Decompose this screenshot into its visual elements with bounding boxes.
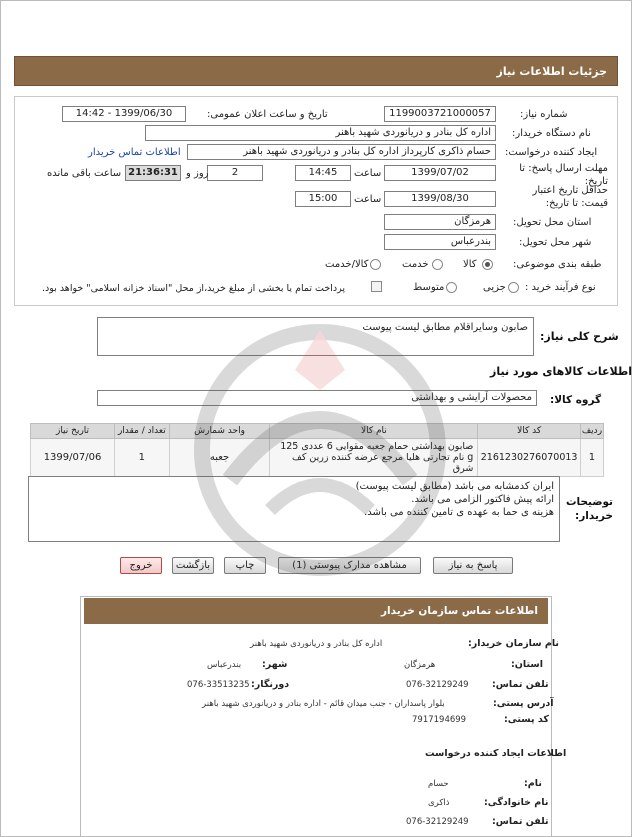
category-label: طبقه بندی موضوعی:	[513, 259, 602, 270]
validity-time-label: ساعت	[354, 194, 382, 205]
process-medium-label: متوسط	[413, 282, 445, 293]
creator-family-label: نام خانوادگی:	[484, 797, 549, 808]
buyer-contact-link[interactable]: اطلاعات تماس خریدار	[88, 147, 181, 158]
treasury-checkbox[interactable]	[371, 281, 382, 292]
creator-section-title: اطلاعات ایجاد کننده درخواست	[425, 748, 567, 759]
cell-date: 1399/07/06	[31, 439, 115, 477]
col-qty: تعداد / مقدار	[115, 424, 170, 439]
address-value: بلوار پاسداران - جنب میدان قائم - اداره بنادر و دریانوردی شهید باهنر	[202, 699, 445, 709]
goods-table	[30, 423, 604, 477]
summary-field: صابون وسایراقلام مطابق لیست پیوست	[97, 317, 534, 356]
category-goods-service-radio[interactable]	[370, 259, 381, 270]
creator-phone-value: 076-32129249	[406, 817, 469, 827]
creator-field: حسام ذاکری کارپرداز اداره کل بنادر و دریانوردی شهید باهنر	[187, 144, 496, 160]
process-minor-radio[interactable]	[508, 282, 519, 293]
table-row[interactable]	[31, 439, 604, 477]
city-card-value: بندرعباس	[207, 660, 242, 670]
validity-date-field: 1399/08/30	[384, 191, 496, 207]
exit-button[interactable]: خروج	[120, 557, 162, 574]
phone-label: تلفن تماس:	[492, 679, 549, 690]
goods-section-title: اطلاعات کالاهای مورد نیاز	[490, 365, 632, 378]
city-card-label: شهر:	[262, 659, 288, 670]
cell-qty: 1	[115, 439, 170, 477]
reply-date-field: 1399/07/02	[384, 165, 496, 181]
province-card-label: استان:	[511, 659, 543, 670]
category-goods-radio[interactable]	[482, 259, 493, 270]
cell-row: 1	[580, 439, 603, 477]
city-label: شهر محل تحویل:	[519, 237, 592, 248]
postal-value: 7917194699	[412, 715, 467, 725]
days-field: 2	[207, 165, 263, 181]
notes-line-1: ایران کدمشابه می باشد (مطابق لیست پیوست)	[355, 481, 554, 492]
city-field: بندرعباس	[384, 234, 496, 250]
contact-card-title: اطلاعات تماس سازمان خریدار	[84, 598, 548, 624]
creator-label: ایجاد کننده درخواست:	[505, 147, 598, 158]
process-medium-radio[interactable]	[446, 282, 457, 293]
remaining-label: ساعت باقی مانده	[47, 168, 122, 179]
process-label: نوع فرآیند خرید :	[525, 282, 596, 293]
treasury-note: پرداخت تمام یا بخشی از مبلغ خرید،از محل "اسناد خزانه اسلامی" خواهد بود.	[42, 283, 345, 294]
announce-label: تاریخ و ساعت اعلان عمومی:	[207, 109, 328, 120]
need-number-field: 1199003721000057	[384, 106, 496, 122]
notes-field	[28, 476, 560, 542]
cell-unit: جعبه	[169, 439, 270, 477]
category-service-label: خدمت	[402, 259, 429, 270]
category-goods-label: کالا	[463, 259, 477, 270]
notes-label: توضیحات خریدار:	[565, 496, 613, 522]
notes-line-2: ارائه پیش فاکتور الزامی می باشد.	[411, 494, 554, 505]
process-minor-label: جزیی	[483, 282, 506, 293]
validity-label: حداقل تاریخ اعتبار قیمت: تا تاریخ:	[532, 185, 608, 209]
reply-button[interactable]: پاسخ به نیاز	[433, 557, 513, 574]
reply-time-field: 14:45	[295, 165, 351, 181]
col-date: تاریخ نیاز	[31, 424, 115, 439]
announce-field: 1399/06/30 - 14:42	[62, 106, 186, 122]
back-button[interactable]: بازگشت	[172, 557, 214, 574]
category-service-radio[interactable]	[432, 259, 443, 270]
province-label: استان محل تحویل:	[513, 217, 592, 228]
fax-label: دورنگار:	[251, 679, 290, 690]
col-unit: واحد شمارش	[169, 424, 270, 439]
cell-code: 2161230276070013	[478, 439, 581, 477]
reply-deadline-label: مهلت ارسال پاسخ: تا تاریخ:	[519, 163, 608, 187]
reply-time-label: ساعت	[354, 168, 382, 179]
category-goods-service-label: کالا/خدمت	[325, 259, 369, 270]
province-field: هرمزگان	[384, 214, 496, 230]
col-row: ردیف	[580, 424, 603, 439]
creator-phone-label: تلفن تماس:	[492, 816, 549, 827]
col-code: کد کالا	[478, 424, 581, 439]
fax-value: 076-33513235	[187, 680, 250, 690]
attachments-button[interactable]: مشاهده مدارک پیوستی (1)	[278, 557, 421, 574]
goods-group-label: گروه کالا:	[550, 394, 602, 406]
contact-card	[80, 596, 552, 837]
creator-name-label: نام:	[524, 778, 542, 789]
goods-table-header	[31, 424, 604, 439]
print-button[interactable]: چاپ	[224, 557, 266, 574]
cell-name: صابون بهداشتی حمام جعبه مقوایی 6 عددی 125 g نام تجارتی هلیا مرجع عرضه کننده زرین کف شرق	[270, 439, 478, 477]
phone-value: 076-32129249	[406, 680, 469, 690]
address-label: آدرس پستی:	[493, 698, 554, 709]
notes-line-3: هزینه ی حما به عهده ی تامین کننده می باشد.	[364, 507, 554, 518]
creator-name-value: حسام	[428, 779, 449, 789]
org-label: نام سازمان خریدار:	[468, 638, 559, 649]
need-number-label: شماره نیاز:	[520, 109, 568, 120]
remaining-time-field: 21:36:31	[125, 165, 181, 181]
days-label: روز و	[186, 168, 209, 179]
page-header: جزئیات اطلاعات نیاز	[14, 56, 618, 86]
buyer-field: اداره کل بنادر و دریانوردی شهید باهنر	[145, 125, 496, 141]
validity-time-field: 15:00	[295, 191, 351, 207]
goods-group-field: محصولات آرایشی و بهداشتی	[97, 390, 537, 406]
postal-label: کد پستی:	[504, 714, 549, 725]
col-name: نام کالا	[270, 424, 478, 439]
org-value: اداره کل بنادر و دریانوردی شهید باهنر	[250, 639, 383, 649]
summary-label: شرح کلی نیاز:	[540, 330, 619, 343]
province-card-value: هرمزگان	[404, 660, 436, 670]
buyer-label: نام دستگاه خریدار:	[512, 128, 591, 139]
creator-family-value: ذاکری	[428, 798, 450, 808]
